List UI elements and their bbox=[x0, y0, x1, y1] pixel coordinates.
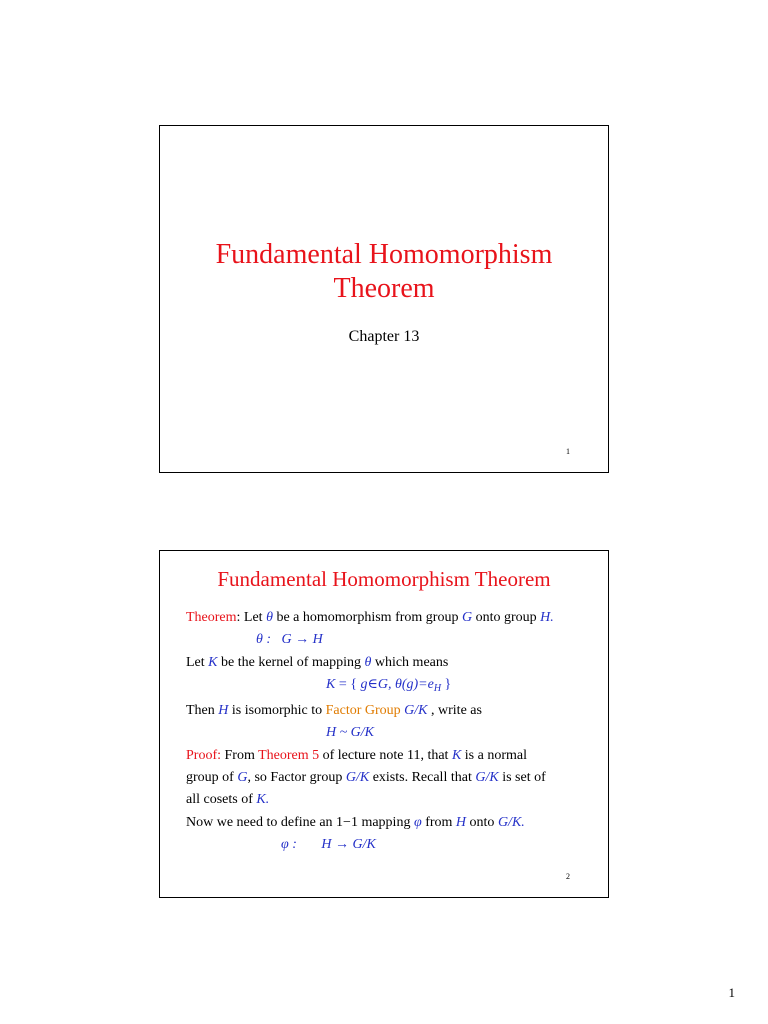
mapping-expression: G → H bbox=[281, 632, 323, 648]
mapping-theta bbox=[186, 629, 588, 651]
mapping-definition-statement bbox=[186, 812, 588, 834]
proof-label: Proof: bbox=[186, 747, 221, 763]
slide-1-title bbox=[160, 238, 608, 306]
math-H: H bbox=[455, 814, 467, 830]
text: from bbox=[421, 814, 456, 830]
text: is set of bbox=[498, 770, 546, 786]
text: Let bbox=[186, 654, 209, 670]
math-expression: g∈G, θ(g)=e bbox=[360, 676, 434, 692]
isomorphism-expression: H ~ G/K bbox=[326, 725, 375, 741]
mapping-phi bbox=[186, 834, 588, 856]
kernel-definition bbox=[186, 674, 588, 700]
math-GK: G/K bbox=[345, 770, 370, 786]
math-GK: G/K bbox=[404, 703, 428, 719]
subscript: H bbox=[433, 682, 442, 694]
math-H: H. bbox=[540, 610, 554, 625]
math-G: G bbox=[461, 610, 473, 625]
slide-2 bbox=[159, 550, 609, 898]
text: = { bbox=[335, 676, 361, 692]
phi-symbol: φ bbox=[413, 814, 422, 830]
proof-line-1 bbox=[186, 745, 588, 767]
text: of lecture note 11, that bbox=[319, 747, 452, 763]
math-G: G bbox=[237, 770, 248, 786]
theorem-label: Theorem bbox=[186, 610, 237, 625]
slide-2-number: 2 bbox=[566, 872, 570, 881]
theta-symbol: θ bbox=[364, 654, 372, 670]
theorem-5-reference: Theorem 5 bbox=[258, 747, 320, 763]
text: exists. Recall that bbox=[369, 770, 476, 786]
slide-1 bbox=[159, 125, 609, 473]
math-K: K bbox=[208, 654, 218, 670]
text: group of bbox=[186, 770, 238, 786]
math-K: K bbox=[451, 747, 462, 763]
slide-1-title-line-2: Theorem bbox=[333, 273, 435, 304]
proof-line-3 bbox=[186, 789, 588, 811]
kernel-statement bbox=[186, 652, 588, 674]
mapping-expression: H → G/K bbox=[321, 836, 376, 852]
slide-1-title-line-1: Fundamental Homomorphism bbox=[215, 239, 553, 270]
text: is a normal bbox=[461, 747, 528, 763]
math-K: K. bbox=[256, 792, 270, 808]
slide-1-subtitle: Chapter 13 bbox=[348, 328, 420, 345]
text: onto bbox=[466, 814, 498, 830]
math-GK: G/K. bbox=[497, 814, 525, 830]
slide-2-body bbox=[186, 607, 588, 856]
text: is isomorphic to bbox=[228, 703, 326, 719]
text: } bbox=[441, 676, 452, 692]
text: all cosets of bbox=[186, 792, 257, 808]
math-GK: G/K bbox=[475, 770, 499, 786]
text: be a homomorphism from group bbox=[272, 610, 462, 625]
text: : Let bbox=[236, 610, 267, 625]
phi-symbol: φ : bbox=[281, 836, 297, 852]
theta-symbol: θ bbox=[266, 610, 273, 625]
text: Then bbox=[186, 703, 219, 719]
theorem-statement bbox=[186, 607, 588, 629]
text: , write as bbox=[427, 703, 482, 719]
math-H: H bbox=[218, 703, 229, 719]
page-number: 1 bbox=[728, 985, 735, 1000]
math-K: K bbox=[326, 676, 336, 692]
text: , so Factor group bbox=[247, 770, 346, 786]
text: be the kernel of mapping bbox=[217, 654, 365, 670]
slide-1-number: 1 bbox=[566, 447, 570, 456]
text: From bbox=[221, 747, 259, 763]
text: which means bbox=[371, 654, 449, 670]
text: Now we need to define an 1−1 mapping bbox=[186, 814, 414, 830]
factor-group-term: Factor Group bbox=[325, 703, 401, 719]
text: onto group bbox=[472, 610, 541, 625]
proof-line-2 bbox=[186, 767, 588, 789]
isomorphism-statement bbox=[186, 700, 588, 722]
theta-symbol: θ : bbox=[256, 632, 272, 648]
slide-2-title: Fundamental Homomorphism Theorem bbox=[217, 567, 551, 591]
